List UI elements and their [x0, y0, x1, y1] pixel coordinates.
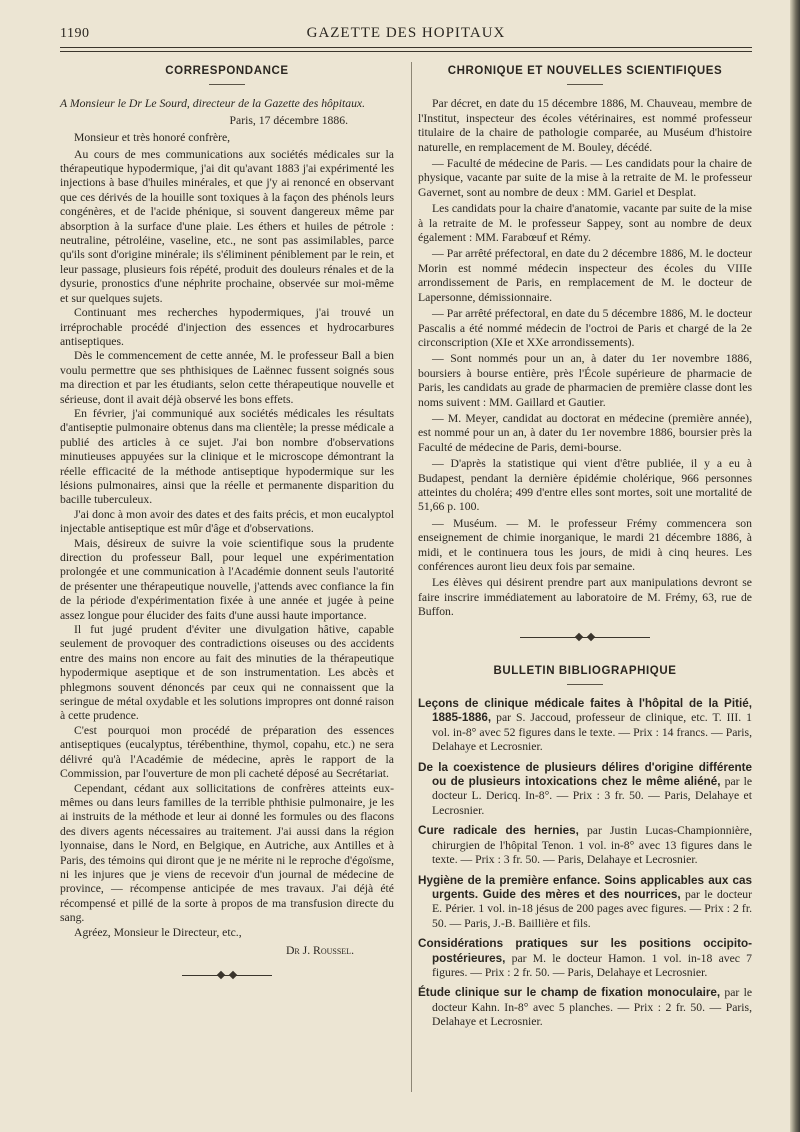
letter-salutation: Monsieur et très honoré confrère, [74, 131, 231, 145]
page-header [60, 22, 752, 44]
page-number: 1190 [60, 26, 90, 41]
bibliography-entry [418, 824, 752, 867]
bibliography-title: Hygiène de la première enfance. Soins applicables aux cas urgents. Guide des mères et des nourrices, [418, 873, 752, 901]
bibliography-title: Étude clinique sur le champ de fixation monoculaire, [418, 986, 721, 1000]
bibliography-entry [418, 937, 752, 980]
letter-closing: Agréez, Monsieur le Directeur, etc., [74, 925, 242, 939]
chronique-item: — Faculté de médecine de Paris. — Les candidats pour la chaire de physique, vacante par suite de la mise à la retraite de M. le professeur Gavernet, sont au nombre de deux : MM. Gariel et Desplat. [418, 157, 752, 199]
letter-paragraph: C'est pourquoi mon procédé de préparation des essences antiseptiques (eucalyptus, térébenthine, thymol, copahu, etc.) ne sera délivré qu'à l'Académie de médecine, après le rapport de la Commission, par l'ouverture de mon pli cacheté déposé au Secrétariat. [60, 723, 394, 781]
letter-addressee: A Monsieur le Dr Le Sourd, directeur de la Gazette des hôpitaux. [60, 97, 366, 111]
page-edge-shadow [790, 0, 800, 1132]
bibliography-details: par le docteur L. Dericq. In-8°. — Prix : 3 fr. 50. — Paris, Delahaye et Lecrosnier. [432, 775, 753, 817]
correspondance-heading: CORRESPONDANCE [165, 65, 289, 77]
letter-paragraph: En février, j'ai communiqué aux sociétés médicales les résultats d'antiseptie pulmonaire obtenus dans ma clientèle; la presse médicale a publié des articles à ce sujet. J'ai bon nombre d'observations minutieuses appuyées sur la clinique et le microscope démontrant la réelle efficacité de la méthode antiseptique hypodermique sur les lésions pulmonaires, ainsi que la réelle et permanente disparition du bacille tuberculeux. [60, 406, 394, 507]
chronique-item: Les élèves qui désirent prendre part aux manipulations devront se faire inscrire immédiatement au laboratoire de M. Frémy, 63, rue de Buffon. [418, 576, 752, 619]
chronique-item: — M. Meyer, candidat au doctorat en médecine (première année), est nommé pour un an, à dater du 1er novembre 1886, boursier près la Faculté de médecine de Paris, demi-bourse. [418, 411, 752, 454]
bibliography-details: par S. Jaccoud, professeur de clinique, etc. T. III. 1 vol. in-8° avec 52 figures dans le texte. — Prix : 14 francs. — Paris, Delahaye et Lecrosnier. [432, 711, 753, 754]
header-rule [60, 47, 752, 52]
heading-rule [567, 684, 603, 685]
chronique-item: Les candidats pour la chaire d'anatomie, vacante par suite de la mise à la retraite de M. le professeur Sappey, sont au nombre de deux également : MM. Farabœuf et Rémy. [418, 202, 752, 245]
letter-paragraph: Dès le commencement de cette année, M. le professeur Ball a bien voulu permettre que ses phthisiques de Laënnec fussent soignés sous ma direction et par les étudiants, selon cette thérapeutique nouvelle et sérieuse, dont il avait déjà observé les bons effets. [60, 349, 394, 406]
letter-paragraph: Cependant, cédant aux sollicitations de confrères atteints eux-mêmes ou dans leurs familles de la terrible phthisie pulmonaire, je les ai instruits de la méthode et leur ai donné les formules ou des flacons des divers agents nécessaires au traitement. J'ai aussi dans la région lyonnaise, dans le Nord, en Belgique, en Autriche, aux Antilles et à Paris, des témoins qui diront que je ne mérite ni le reproche d'égoïsme, ni les injures que je viens de recevoir d'un journal de médecine de province, — récompense anticipée de mes travaux. J'ai déjà été récompensé et pillé de la sorte à propos de ma transfusion directe du sang. [60, 781, 394, 925]
bibliography-details: par le docteur E. Périer. 1 vol. in-18 jésus de 200 pages avec figures. — Prix : 2 fr. 50. — Paris, J.-B. Baillière et fils. [432, 887, 753, 930]
bibliography-title: Leçons de clinique médicale faites à l'hôpital de la Pitié, 1885-1886, [418, 697, 752, 725]
right-column [418, 62, 752, 1036]
letter-paragraph: Continuant mes recherches hypodermiques, j'ai trouvé un irréprochable procédé d'injection des essences et hydrocarbures antiseptiques. [60, 306, 394, 348]
letter-paragraph: Mais, désireux de suivre la voie scientifique sous la prudente direction du professeur Ball, pour lequel une expérimentation prolongée et une communication à l'Académie donnent seuls l'autorité de présenter une thérapeutique nouvelle, j'attends avec confiance la fin de la période d'expérimentation fixée à une année et jugée à peine assez longue pour élucider des faits d'une aussi haute importance. [60, 536, 394, 622]
chronique-item: — Par arrêté préfectoral, en date du 2 décembre 1886, M. le docteur Morin est nommé médecin inspecteur des écoles du VIIIe arrondissement de Paris, en remplacement de M. le docteur de Lapersonne, démissionnaire. [418, 247, 752, 304]
letter-paragraph: Au cours de mes communications aux sociétés médicales sur la thérapeutique hypodermique, j'ai dit qu'avant 1883 j'ai expérimenté les injections à base d'huiles minérales, et que j'y ai renoncé en observant que ces dérivés de la houille sont toxiques à la façon des phénols leurs congénères, et de l'acide phénique, si souvent dangereux même par absorption à la surface d'une plaie. Les éthers et huiles de pétrole : neutraline, pétroléine, vaseline, etc., ne sont pas assimilables, parce qu'ils sont d'origine minérale; ils s'éliminent péniblement par le rein, et leur passage, plusieurs fois répété, produit des douleurs rénales et de la dysurie, pronostics d'une néphrite prochaine, observée sur moi-même et sur quelques sujets. [60, 147, 394, 305]
bulletin-heading: BULLETIN BIBLIOGRAPHIQUE [493, 664, 677, 677]
chronique-heading: CHRONIQUE ET NOUVELLES SCIENTIFIQUES [447, 65, 723, 77]
bibliography-details: par M. le docteur Hamon. 1 vol. in-18 avec 7 figures. — Prix : 2 fr. 50. — Paris, Delahaye et Lecrosnier. [432, 951, 753, 979]
bibliography-entry [418, 761, 752, 819]
bibliography-details: par Justin Lucas-Championnière, chirurgien de l'hôpital Tenon. 1 vol. in-8° avec 13 figures dans le texte. — Prix : 3 fr. 50. — Paris, Delahaye et Lecrosnier. [432, 824, 753, 867]
letter-paragraph: J'ai donc à mon avoir des dates et des faits précis, et mon eucalyptol injectable antiseptique est mûr d'âge et d'observations. [60, 507, 394, 536]
bibliography-entry [418, 697, 752, 755]
bibliography-details: par le docteur Kahn. In-8° avec 5 planches. — Prix : 2 fr. 50. — Paris, Delahaye et Lecrosnier. [432, 986, 753, 1029]
heading-rule [209, 84, 245, 85]
section-end-ornament [182, 972, 272, 980]
letter-paragraph: Il fut jugé prudent d'éviter une divulgation hâtive, capable seulement de provoquer des contradictions oiseuses ou des accidents entre des mains non encore au fait des minuties de la thérapeutique hypodermique aseptique et de son instrumentation. Les abcès et phlegmons souvent dénoncés par ceux qui ne connaissent que la seringue de métal oxydable et les solutions impropres ont donné raison à cette prudence. [60, 623, 394, 723]
chronique-item: Par décret, en date du 15 décembre 1886, M. Chauveau, membre de l'Institut, inspecteur des écoles vétérinaires, est nommé professeur titulaire de la chaire de pathologie comparée, au Muséum d'histoire naturelle, en remplacement de M. Bouley, décédé. [418, 97, 752, 154]
bibliography-title: De la coexistence de plusieurs délires d'origine différente ou de plusieurs intoxications chez le même aliéné, [418, 760, 752, 789]
chronique-item: — Sont nommés pour un an, à dater du 1er novembre 1886, boursiers à bourse entière, près l'École supérieure de pharmacie de Paris, les candidats au grade de pharmacien de première classe dont les noms suivent : MM. Gaillard et Gautier. [418, 352, 752, 409]
chronique-item: — Muséum. — M. le professeur Frémy commencera son enseignement de chimie inorganique, le mardi 21 décembre 1886, à midi, et le continuera tous les jours, de midi à cinq heures. Les conférences auront lieu deux fois par semaine. [418, 516, 752, 573]
chronique-item: — Par arrêté préfectoral, en date du 5 décembre 1886, M. le docteur Pascalis a été nommé médecin de l'octroi de Paris et chargé de la 2e circonscription (XIe et XXe arrondissements). [418, 307, 752, 349]
section-divider-ornament [520, 634, 650, 642]
bibliography-title: Cure radicale des hernies, [418, 824, 579, 838]
letter-signature: Dr J. Roussel. [285, 943, 354, 957]
heading-rule [567, 84, 603, 85]
chronique-item: — D'après la statistique qui vient d'être publiée, il y a eu à Budapest, pendant la dernière épidémie cholérique, 966 personnes atteintes du choléra; 499 d'entre elles sont mortes, soit une mortalité de 51,66 p. 100. [418, 457, 752, 514]
bibliography-entry [418, 986, 752, 1029]
column-divider [411, 62, 412, 1092]
bibliography-entry [418, 874, 752, 932]
letter-dateline: Paris, 17 décembre 1886. [229, 113, 348, 127]
journal-title: GAZETTE DES HOPITAUX [306, 25, 506, 41]
bibliography-title: Considérations pratiques sur les positions occipito-postérieures, [418, 937, 752, 965]
left-column [60, 62, 394, 980]
